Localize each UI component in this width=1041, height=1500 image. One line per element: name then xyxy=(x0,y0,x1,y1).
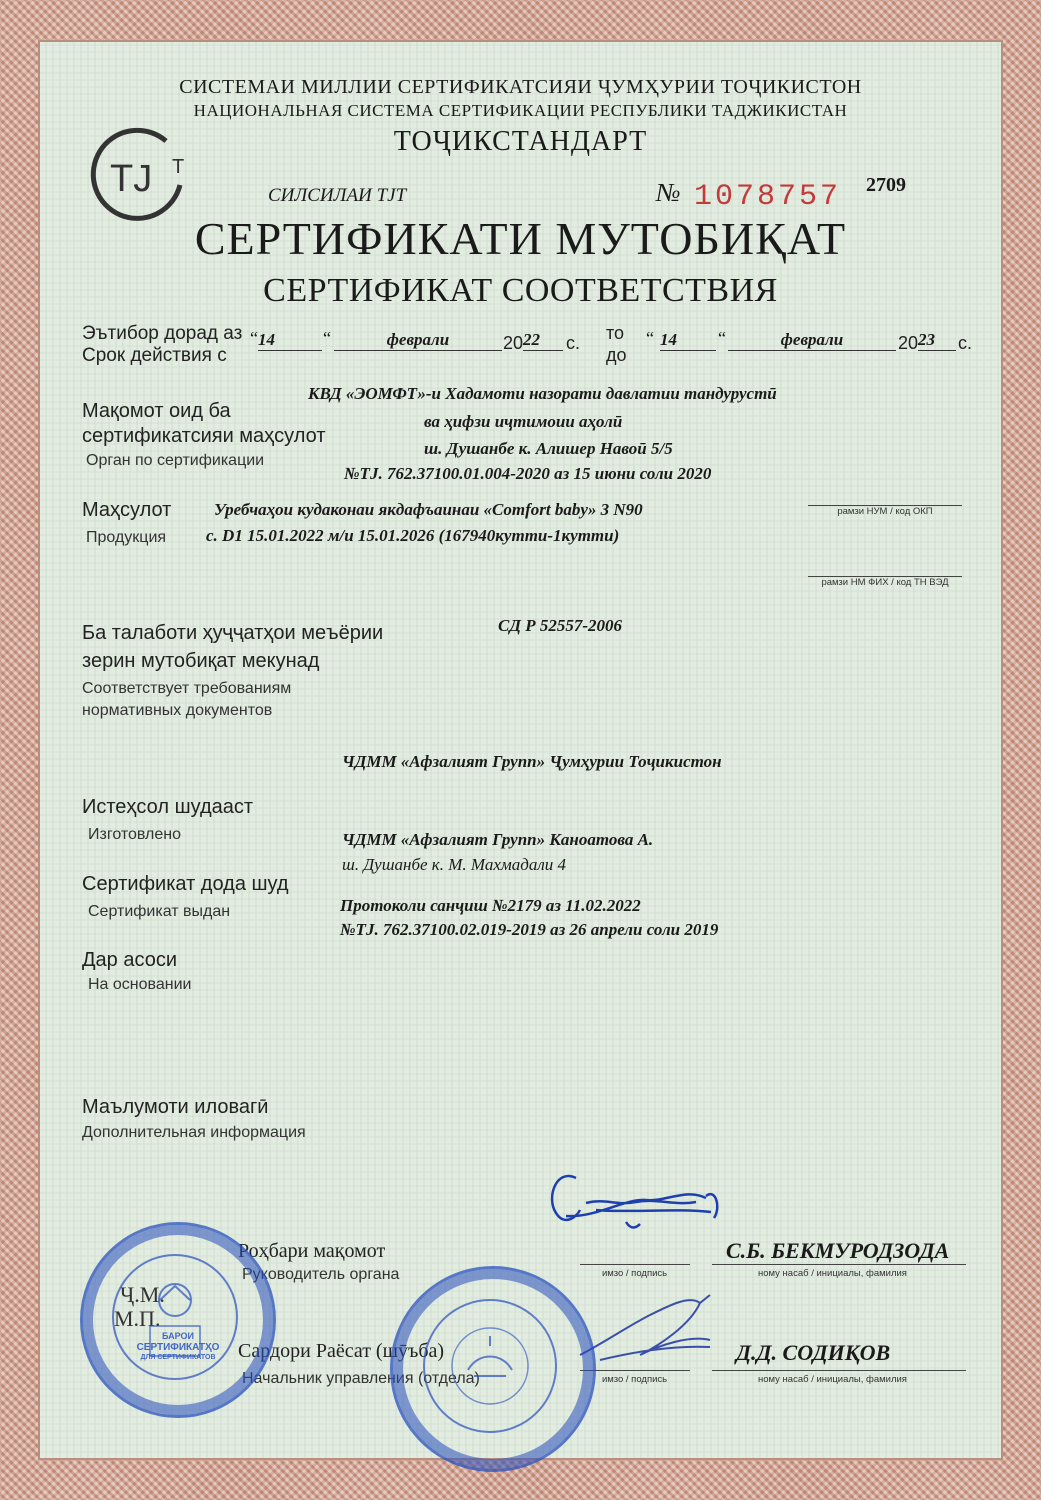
from-year-prefix: 20 xyxy=(503,333,524,353)
req-value: СД Р 52557-2006 xyxy=(498,616,622,635)
logo-tj-text: TJ xyxy=(110,158,153,200)
req-label-tj-2: зерин мутобиқат мекунад xyxy=(82,650,320,672)
product-line-1: Уребчаҳои кудаконаи якдафъаинаи «Comfort baby» 3 N90 xyxy=(214,500,643,519)
series-label: СИЛСИЛАИ TJT xyxy=(268,185,407,206)
to-day: 14 xyxy=(660,330,716,351)
org-name: ТОҶИКСТАНДАРТ xyxy=(393,126,648,157)
extra-label-tj: Маълумоти иловагӣ xyxy=(82,1096,269,1118)
serial-number: 1078757 xyxy=(694,180,842,214)
mp-ru: М.П. xyxy=(114,1306,161,1331)
header-line-ru: НАЦИОНАЛЬНАЯ СИСТЕМА СЕРТИФИКАЦИИ РЕСПУБЛИКИ ТАДЖИКИСТАН xyxy=(193,101,848,120)
basis-label-ru: На основании xyxy=(88,976,192,993)
logo-t-text: T xyxy=(172,156,185,178)
title-tj: СЕРТИФИКАТИ МУТОБИҚАТ xyxy=(194,213,847,264)
to-label-tj: то xyxy=(606,323,625,343)
head-sign-caption: имзо / подпись xyxy=(602,1268,668,1279)
tnved-code-caption: рамзи НМ ФИХ / код ТН ВЭД xyxy=(808,576,962,588)
stamp-line-3: ДЛЯ СЕРТИФИКАТОВ xyxy=(140,1354,216,1361)
number-sign: № xyxy=(656,178,681,207)
req-label-ru-1: Соответствует требованиям xyxy=(82,680,292,697)
quote-open-2: “ xyxy=(323,328,331,348)
issued-label-ru: Сертификат выдан xyxy=(88,903,231,920)
to-label-ru: до xyxy=(606,345,627,365)
quote-open-1: “ xyxy=(250,328,258,348)
dept-label-tj: Сардори Раёсат (шӯъба) xyxy=(238,1340,445,1362)
org-label-tj-2: сертификатсияи маҳсулот xyxy=(82,425,326,447)
mp-tj: Ҷ.М. xyxy=(120,1282,165,1307)
made-label-ru: Изготовлено xyxy=(88,826,182,843)
head-signature xyxy=(536,1158,736,1248)
basis-line-2: №TJ. 762.37100.02.019-2019 аз 26 апрели соли 2019 xyxy=(340,920,719,939)
stamp-emblem-icon xyxy=(80,1222,270,1412)
to-year-suffix: с. xyxy=(958,333,973,353)
head-name: С.Б. БЕКМУРОДЗОДА xyxy=(726,1238,950,1263)
validity-label-tj: Эътибор дорад аз xyxy=(82,323,243,344)
manufacturer-value: ЧДММ «Афзалият Групп» Ҷумҳурии Тоҷикистон xyxy=(342,752,722,771)
head-label-tj: Роҳбари мақомот xyxy=(238,1240,386,1262)
from-month: феврали xyxy=(334,330,502,351)
from-year-suffix: с. xyxy=(566,333,581,353)
org-line-1: КВД «ЭОМФТ»-и Хадамоти назорати давлатии тандурустӣ xyxy=(308,384,777,403)
to-year: 23 xyxy=(918,330,956,351)
validity-label-ru: Срок действия с xyxy=(82,345,227,366)
dept-sign-line xyxy=(580,1370,690,1371)
quote-open-3: “ xyxy=(646,328,654,348)
to-year-prefix: 20 xyxy=(898,333,919,353)
seal-emblem-icon xyxy=(390,1266,590,1466)
header-line-tj: СИСТЕМАИ МИЛЛИИ СЕРТИФИКАТСИЯИ ҶУМҲУРИИ ТОҶИКИСТОН xyxy=(179,76,862,98)
issued-label-tj: Сертификат дода шуд xyxy=(82,873,289,895)
okp-code-caption: рамзи НУМ / код ОКП xyxy=(808,505,962,517)
stamp-line-1: БАРОИ xyxy=(162,1331,194,1341)
to-month: феврали xyxy=(728,330,896,351)
form-code: 2709 xyxy=(866,174,906,196)
basis-line-1: Протоколи санҷиш №2179 аз 11.02.2022 xyxy=(340,896,641,915)
dept-name-line xyxy=(712,1370,966,1371)
organization-seal xyxy=(390,1266,596,1472)
product-label-ru: Продукция xyxy=(86,529,167,546)
stamp-line-2: СЕРТИФИКАТҲО xyxy=(136,1342,220,1353)
org-line-2: ва ҳифзи иҷтимоии аҳолӣ xyxy=(424,412,623,431)
from-day: 14 xyxy=(258,330,322,351)
from-year: 22 xyxy=(523,330,563,351)
certificates-stamp xyxy=(80,1222,276,1418)
dept-name-caption: ному насаб / инициалы, фамилия xyxy=(758,1374,907,1385)
dept-label-ru: Начальник управления (отдела) xyxy=(242,1370,480,1387)
quote-open-4: “ xyxy=(718,328,726,348)
made-label-tj: Истеҳсол шудааст xyxy=(82,796,254,818)
org-label-tj-1: Мақомот оид ба xyxy=(82,400,231,422)
issued-line-1: ЧДММ «Афзалият Групп» Каноатова А. xyxy=(342,830,654,849)
issued-line-2: ш. Душанбе к. М. Махмадали 4 xyxy=(342,855,566,874)
org-line-3: ш. Душанбе к. Алишер Навоӣ 5/5 xyxy=(424,439,673,458)
head-name-line xyxy=(712,1264,966,1265)
product-label-tj: Маҳсулот xyxy=(82,499,172,521)
org-label-ru: Орган по сертификации xyxy=(86,452,265,469)
basis-label-tj: Дар асоси xyxy=(82,949,177,971)
extra-label-ru: Дополнительная информация xyxy=(82,1124,306,1141)
product-line-2: с. D1 15.01.2022 м/и 15.01.2026 (167940кутти-1кутти) xyxy=(206,526,620,545)
head-label-ru: Руководитель органа xyxy=(242,1266,400,1283)
head-name-caption: ному насаб / инициалы, фамилия xyxy=(758,1268,907,1279)
title-ru: СЕРТИФИКАТ СООТВЕТСТВИЯ xyxy=(263,272,778,309)
req-label-tj-1: Ба талаботи ҳуҷҷатҳои меъёрии xyxy=(82,622,384,644)
req-label-ru-2: нормативных документов xyxy=(82,702,273,719)
head-sign-line xyxy=(580,1264,690,1265)
dept-name: Д.Д. СОДИҚОВ xyxy=(736,1340,891,1365)
org-line-4: №TJ. 762.37100.01.004-2020 аз 15 июни соли 2020 xyxy=(344,464,712,483)
dept-sign-caption: имзо / подпись xyxy=(602,1374,668,1385)
